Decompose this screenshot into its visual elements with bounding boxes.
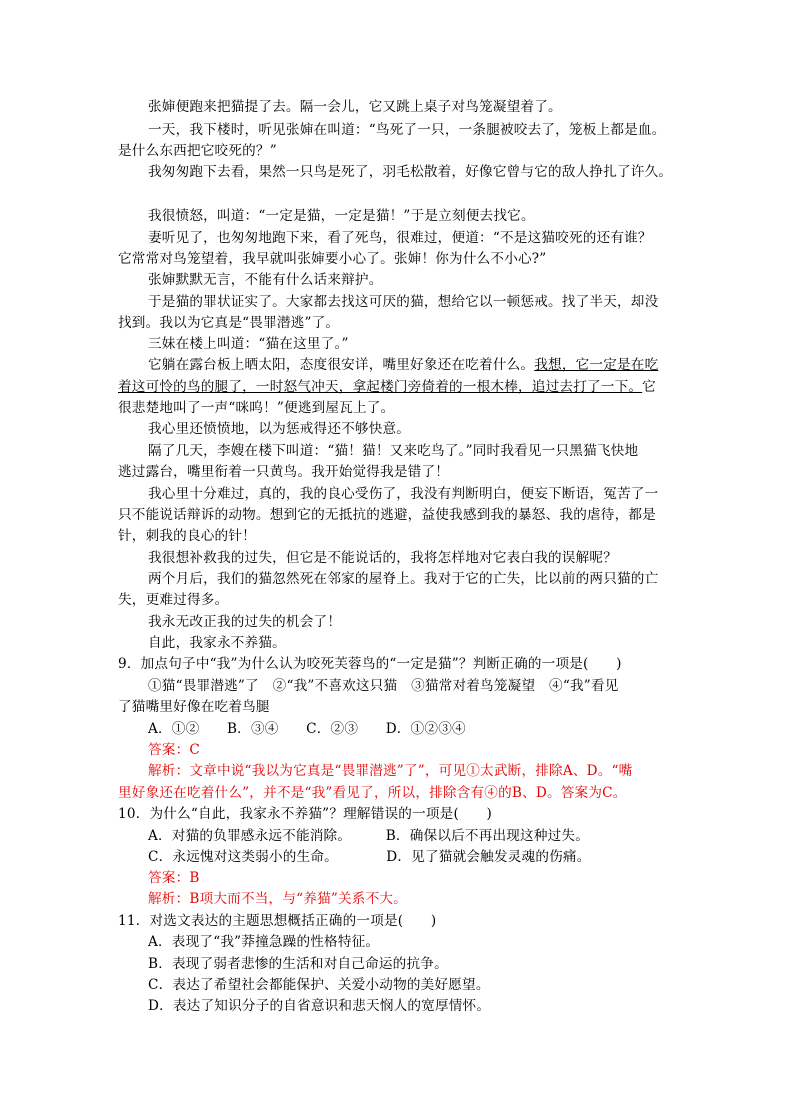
question-9-stem: 9．加点句子中“我”为什么认为咬死芙蓉鸟的“一定是猫”？判断正确的一项是( ) (118, 656, 622, 672)
question-9-choices: A．①② B．③④ C．②③ D．①②③④ (148, 721, 466, 737)
plain-text: 它 (642, 379, 656, 395)
paragraph-line: 我很想补救我的过失，但它是不能说话的，我将怎样地对它表白我的误解呢？ (148, 550, 617, 566)
paragraph-line: 我匆匆跑下去看，果然一只鸟是死了，羽毛松散着，好像它曾与它的敌人挣扎了许久。 (148, 164, 673, 180)
paragraph-line (148, 355, 708, 375)
question-10-explanation: 解析：B项大而不当，与“养猫”关系不大。 (148, 891, 407, 907)
paragraph-line: 于是猫的罪状证实了。大家都去找这可厌的猫，想给它以一顿惩戒。找了半天，却没 (148, 294, 659, 310)
dotted-sentence: 我想，它一定是在吃 (534, 357, 659, 373)
paragraph-line: 张婶便跑来把猫提了去。隔一会儿，它又跳上桌子对鸟笼凝望着了。 (148, 99, 562, 115)
question-11-choice-c: C．表达了希望社会都能保护、关爱小动物的美好愿望。 (148, 977, 490, 993)
paragraph-line: 是什么东西把它咬死的？” (118, 143, 277, 159)
dotted-sentence: 着这可怜的鸟的腿了，一时怒气冲天，拿起楼门旁倚着的一根木棒，追过去打了一下。 (118, 379, 643, 395)
question-9-options: ①猫“畏罪潜逃”了 ②“我”不喜欢这只猫 ③猫常对着鸟笼凝望 ④“我”看见 (148, 678, 619, 694)
paragraph-line: 一天，我下楼时，听见张婶在叫道：“鸟死了一只，一条腿被咬去了，笼板上都是血。 (148, 122, 666, 138)
question-10-choices: A．对猫的负罪感永远不能消除。 B．确保以后不再出现这种过失。 (148, 828, 590, 844)
paragraph-line: 自此，我家永不养猫。 (148, 635, 286, 651)
question-11-choice-d: D．表达了知识分子的自省意识和悲天悯人的宽厚情怀。 (148, 998, 491, 1014)
paragraph-line: 只不能说话辩诉的动物。想到它的无抵抗的逃避，益使我感到我的暴怒、我的虐待，都是 (118, 507, 656, 523)
question-9-explanation: 解析：文章中说“我以为它真是“畏罪潜逃”了”，可见①太武断，排除A、D。“嘴 (148, 763, 633, 779)
paragraph-line: 失，更难过得多。 (118, 592, 229, 608)
question-10-answer: 答案：B (148, 870, 200, 886)
question-9-answer: 答案：C (148, 742, 200, 758)
paragraph-line: 找到。我以为它真是“畏罪潜逃”了。 (118, 315, 340, 331)
paragraph-line: 妻听见了，也匆匆地跑下来，看了死鸟，很难过，便道：“不是这猫咬死的还有谁？ (148, 230, 652, 246)
paragraph-line: 我心里十分难过，真的，我的良心受伤了，我没有判断明白，便妄下断语，冤苦了一 (148, 486, 659, 502)
question-9-options: 了猫嘴里好像在吃着鸟腿 (118, 699, 270, 715)
question-11-choice-b: B．表现了弱者悲惨的生活和对自己命运的抗争。 (148, 956, 448, 972)
question-9-explanation: 里好象还在吃着什么”，并不是“我”看见了，所以，排除含有④的B、D。答案为C。 (118, 785, 627, 801)
question-11-stem: 11．对选文表达的主题思想概括正确的一项是( ) (118, 913, 437, 929)
paragraph-line: 我很愤怒，叫道：“一定是猫，一定是猫！”于是立刻便去找它。 (148, 208, 535, 224)
paragraph-line: 针，刺我的良心的针！ (118, 528, 256, 544)
paragraph-line: 三妹在楼上叫道：“猫在这里了。” (148, 336, 349, 352)
paragraph-line: 我心里还愤愤地，以为惩戒得还不够快意。 (148, 421, 411, 437)
paragraph-line: 很悲楚地叫了一声“咪呜！”便逃到屋瓦上了。 (118, 400, 395, 416)
plain-text: 它躺在露台板上晒太阳，态度很安详，嘴里好象还在吃着什么。 (148, 357, 535, 373)
paragraph-line (118, 377, 678, 397)
paragraph-line: 两个月后，我们的猫忽然死在邻家的屋脊上。我对于它的亡失，比以前的两只猫的亡 (148, 571, 659, 587)
question-10-choices: C．永远愧对这类弱小的生命。 D．见了猫就会触发灵魂的伤痛。 (148, 849, 591, 865)
paragraph-line: 我永无改正我的过失的机会了！ (148, 614, 342, 630)
paragraph-line: 逃过露台，嘴里衔着一只黄鸟。我开始觉得我是错了！ (118, 464, 450, 480)
paragraph-line: 它常常对鸟笼望着，我早就叫张婶要小心了。张婶！你为什么不小心?” (118, 251, 547, 267)
paragraph-line: 隔了几天，李嫂在楼下叫道：“猫！猫！又来吃鸟了。”同时我看见一只黑猫飞快地 (148, 443, 639, 459)
question-11-choice-a: A．表现了“我”莽撞急躁的性格特征。 (148, 934, 380, 950)
question-10-stem: 10．为什么“自此，我家永不养猫”？理解错误的一项是( ) (118, 806, 493, 822)
paragraph-line: 张婶默默无言，不能有什么话来辩护。 (148, 272, 383, 288)
